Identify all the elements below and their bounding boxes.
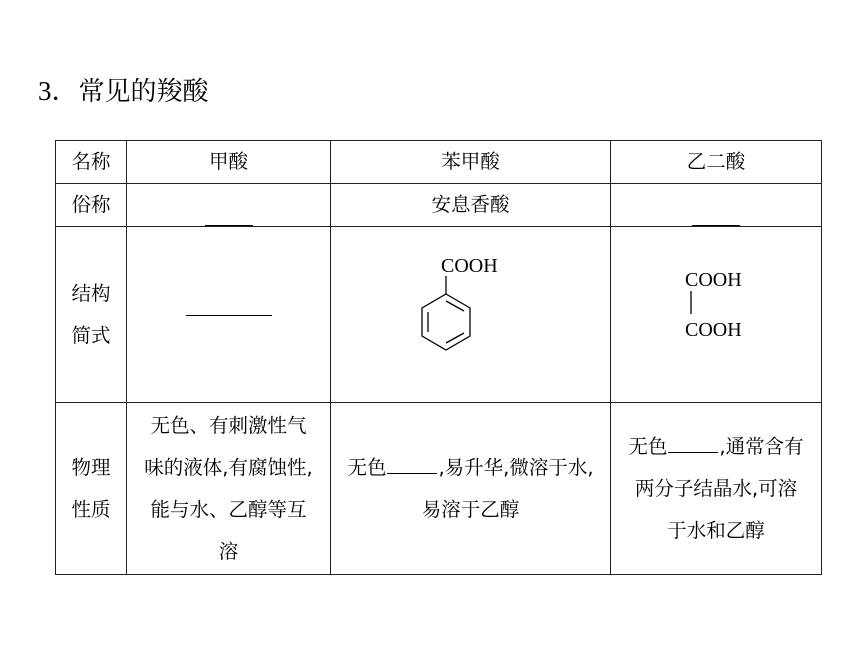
row-label-structure [56, 227, 127, 403]
benzoic-cooh-label: COOH [440, 255, 498, 277]
benzoic-physical-blank [387, 453, 437, 474]
physical-label-line1: 物理 [71, 455, 111, 479]
benzoic-acid-name: 苯甲酸 [331, 141, 611, 184]
formic-structure-cell [127, 227, 331, 403]
physical-properties-row [56, 403, 822, 575]
formic-structure-blank [186, 314, 272, 316]
benzoic-physical-line1 [331, 447, 610, 489]
oxalic-common-name-cell [611, 184, 822, 227]
row-label-physical [56, 403, 127, 575]
benzene-ring [422, 294, 470, 350]
benzoic-physical-prefix: 无色 [347, 455, 387, 479]
structure-label-line1: 结构 [71, 281, 111, 305]
row-label-name: 名称 [56, 141, 127, 184]
oxalic-physical-cell [611, 403, 822, 575]
section-heading [38, 74, 209, 109]
formic-common-name-cell [127, 184, 331, 227]
common-name-row [56, 184, 822, 227]
oxalic-physical-prefix: 无色 [628, 434, 668, 458]
physical-label-line2: 性质 [71, 497, 111, 521]
oxalic-physical-line3: 于水和乙醇 [667, 518, 765, 542]
benzoic-common-name: 安息香酸 [331, 184, 611, 227]
oxalic-cooh-bottom: COOH [684, 319, 742, 341]
formic-physical-line1: 无色、有刺激性气 [150, 413, 307, 437]
oxalic-acid-structure-diagram [612, 252, 821, 362]
formic-acid-name: 甲酸 [127, 141, 331, 184]
formic-physical-line4: 溶 [218, 539, 239, 563]
oxalic-physical-line1 [611, 426, 821, 468]
benzoic-physical-cell [331, 403, 611, 575]
oxalic-structure-cell [611, 227, 822, 403]
carboxylic-acids-table [55, 140, 822, 575]
oxalic-acid-name: 乙二酸 [611, 141, 822, 184]
benzoic-structure-cell [331, 227, 611, 403]
structure-label-line2: 简式 [71, 323, 111, 347]
name-row [56, 141, 822, 184]
benzoic-physical-suffix: ,易升华,微溶于水, [438, 455, 594, 479]
oxalic-common-name-blank [692, 203, 740, 226]
section-number: 3． [38, 76, 79, 106]
formic-common-name-blank [205, 203, 253, 226]
oxalic-physical-line2: 两分子结晶水,可溶 [634, 476, 798, 500]
row-label-common-name: 俗称 [56, 184, 127, 227]
benzoic-physical-line2: 易溶于乙醇 [421, 497, 520, 521]
benzoic-acid-structure-diagram [332, 227, 610, 387]
section-title: 常见的羧酸 [78, 77, 209, 107]
formic-physical-cell [127, 403, 331, 575]
formic-physical-line3: 能与水、乙醇等互 [150, 497, 307, 521]
oxalic-physical-suffix: ,通常含有 [719, 434, 804, 458]
oxalic-cooh-top: COOH [684, 269, 742, 291]
formic-physical-line2: 味的液体,有腐蚀性, [144, 455, 313, 479]
structure-row [56, 227, 822, 403]
oxalic-physical-blank [668, 432, 718, 453]
